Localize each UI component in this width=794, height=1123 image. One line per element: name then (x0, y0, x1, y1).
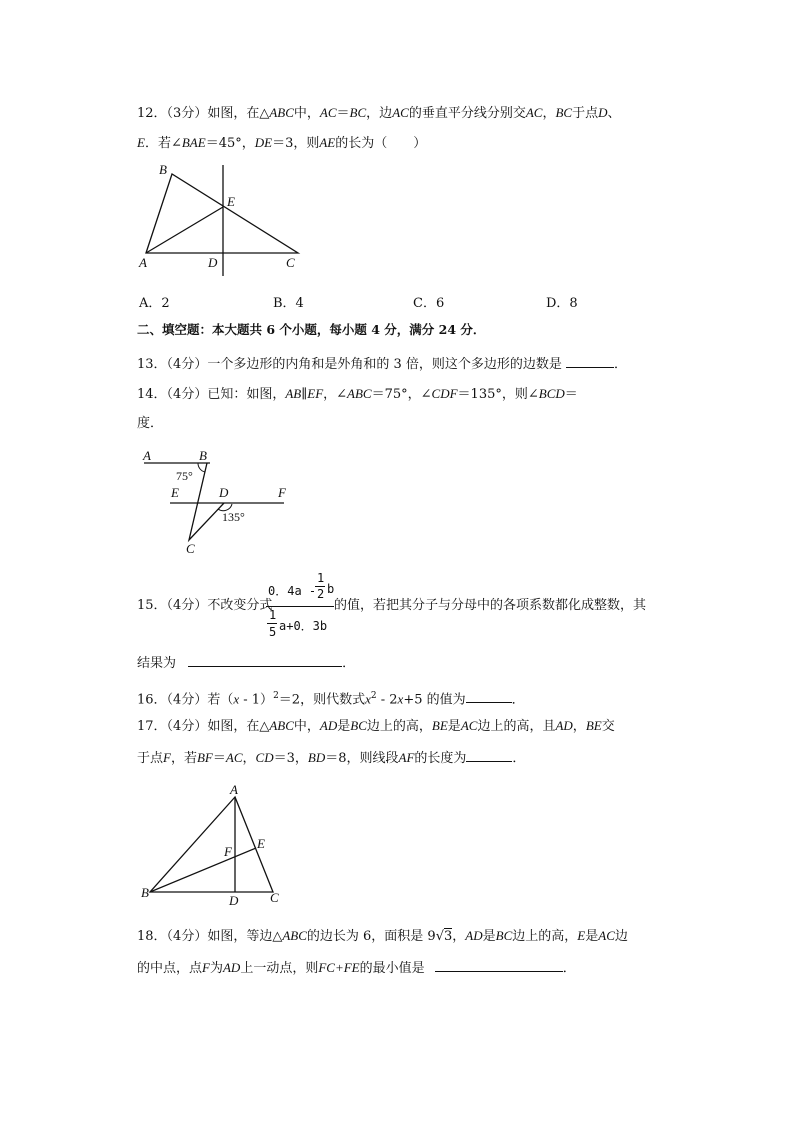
q12-label-C: C (286, 255, 295, 270)
q17-label-C: C (270, 890, 279, 905)
q17-label-E: E (257, 836, 265, 851)
q12-line1: 12．（3分）如图，在△ABC中，AC＝BC，边AC的垂直平分线分别交AC，BC于点D、 (137, 105, 621, 121)
q15-numerator-a: 0．4a - (268, 584, 317, 598)
q13: 13．（4分）一个多边形的内角和是外角和的 3 倍，则这个多边形的边数是 ． (137, 357, 628, 372)
section-2-heading: 二、填空题：本大题共 6 个小题，每小题 4 分，满分 24 分． (137, 322, 486, 337)
q15-denominator-frac-n: 1 (269, 608, 277, 622)
q18-answer-blank[interactable] (435, 959, 563, 972)
q14-line1: 14．（4分）已知：如图，AB∥EF，∠ABC＝75°，∠CDF＝135°，则∠BCD＝ (137, 386, 578, 402)
q17-label-A: A (230, 782, 238, 797)
q15-denominator-b: a+0．3b (279, 619, 328, 633)
q12-option-d[interactable]: D．8 (546, 296, 578, 311)
q14-label-A: A (143, 448, 151, 463)
q12-option-a[interactable]: A．2 (139, 296, 170, 311)
q14-label-D: D (219, 485, 229, 500)
q12-label-A: A (139, 255, 147, 270)
q15-numerator-frac-n: 1 (317, 571, 325, 585)
q14-angle-135: 135° (222, 510, 245, 524)
q15-line2: 结果为 ． (137, 656, 356, 671)
q14-angle-75: 75° (176, 469, 193, 483)
q12-label-E: E (227, 194, 235, 209)
q16: 16．（4分）若（x - 1）$^2$＝2，则代数式$x^2 - 2x+5$ 的值为 ． (137, 691, 525, 708)
q17-label-B: B (141, 885, 149, 900)
q14-label-C: C (186, 541, 195, 556)
q12-label-B: B (159, 162, 167, 177)
q12-label-D: D (208, 255, 218, 270)
q15-line1-prefix: 15．（4分）不改变分式 (137, 598, 273, 613)
q15-numerator-b: b (327, 582, 335, 596)
q12-option-c[interactable]: C．6 (413, 296, 445, 311)
q14-line2: 度． (137, 416, 164, 431)
q14-label-B: B (199, 448, 207, 463)
q18-line1: 18．（4分）如图，等边△ABC的边长为 6，面积是 9√3，AD是BC边上的高，E是AC边 (137, 928, 628, 944)
q15-denominator-frac-d: 5 (269, 625, 277, 639)
q14-label-E: E (171, 485, 179, 500)
q18-sqrt-radicand: 3 (444, 929, 453, 944)
q17-label-F: F (224, 844, 232, 859)
q15-line1-suffix: 的值，若把其分子与分母中的各项系数都化成整数，其 (334, 598, 647, 613)
q18-line2: 的中点，点F为AD上一动点，则FC+FE的最小值是 ． (137, 960, 576, 976)
q15-numerator-frac-d: 2 (317, 587, 325, 601)
q17-label-D: D (229, 893, 239, 908)
q17-line2: 于点F，若BF＝AC，CD＝3，BD＝8，则线段AF的长度为 ． (137, 750, 526, 766)
q17-line1: 17．（4分）如图，在△ABC中，AD是BC边上的高，BE是AC边上的高，且AD，BE交 (137, 718, 615, 734)
q12-line2: E．若∠BAE＝45°，DE＝3，则AE的长为（ ） (137, 135, 427, 151)
q14-label-F: F (278, 485, 286, 500)
q12-option-b[interactable]: B．4 (273, 296, 304, 311)
